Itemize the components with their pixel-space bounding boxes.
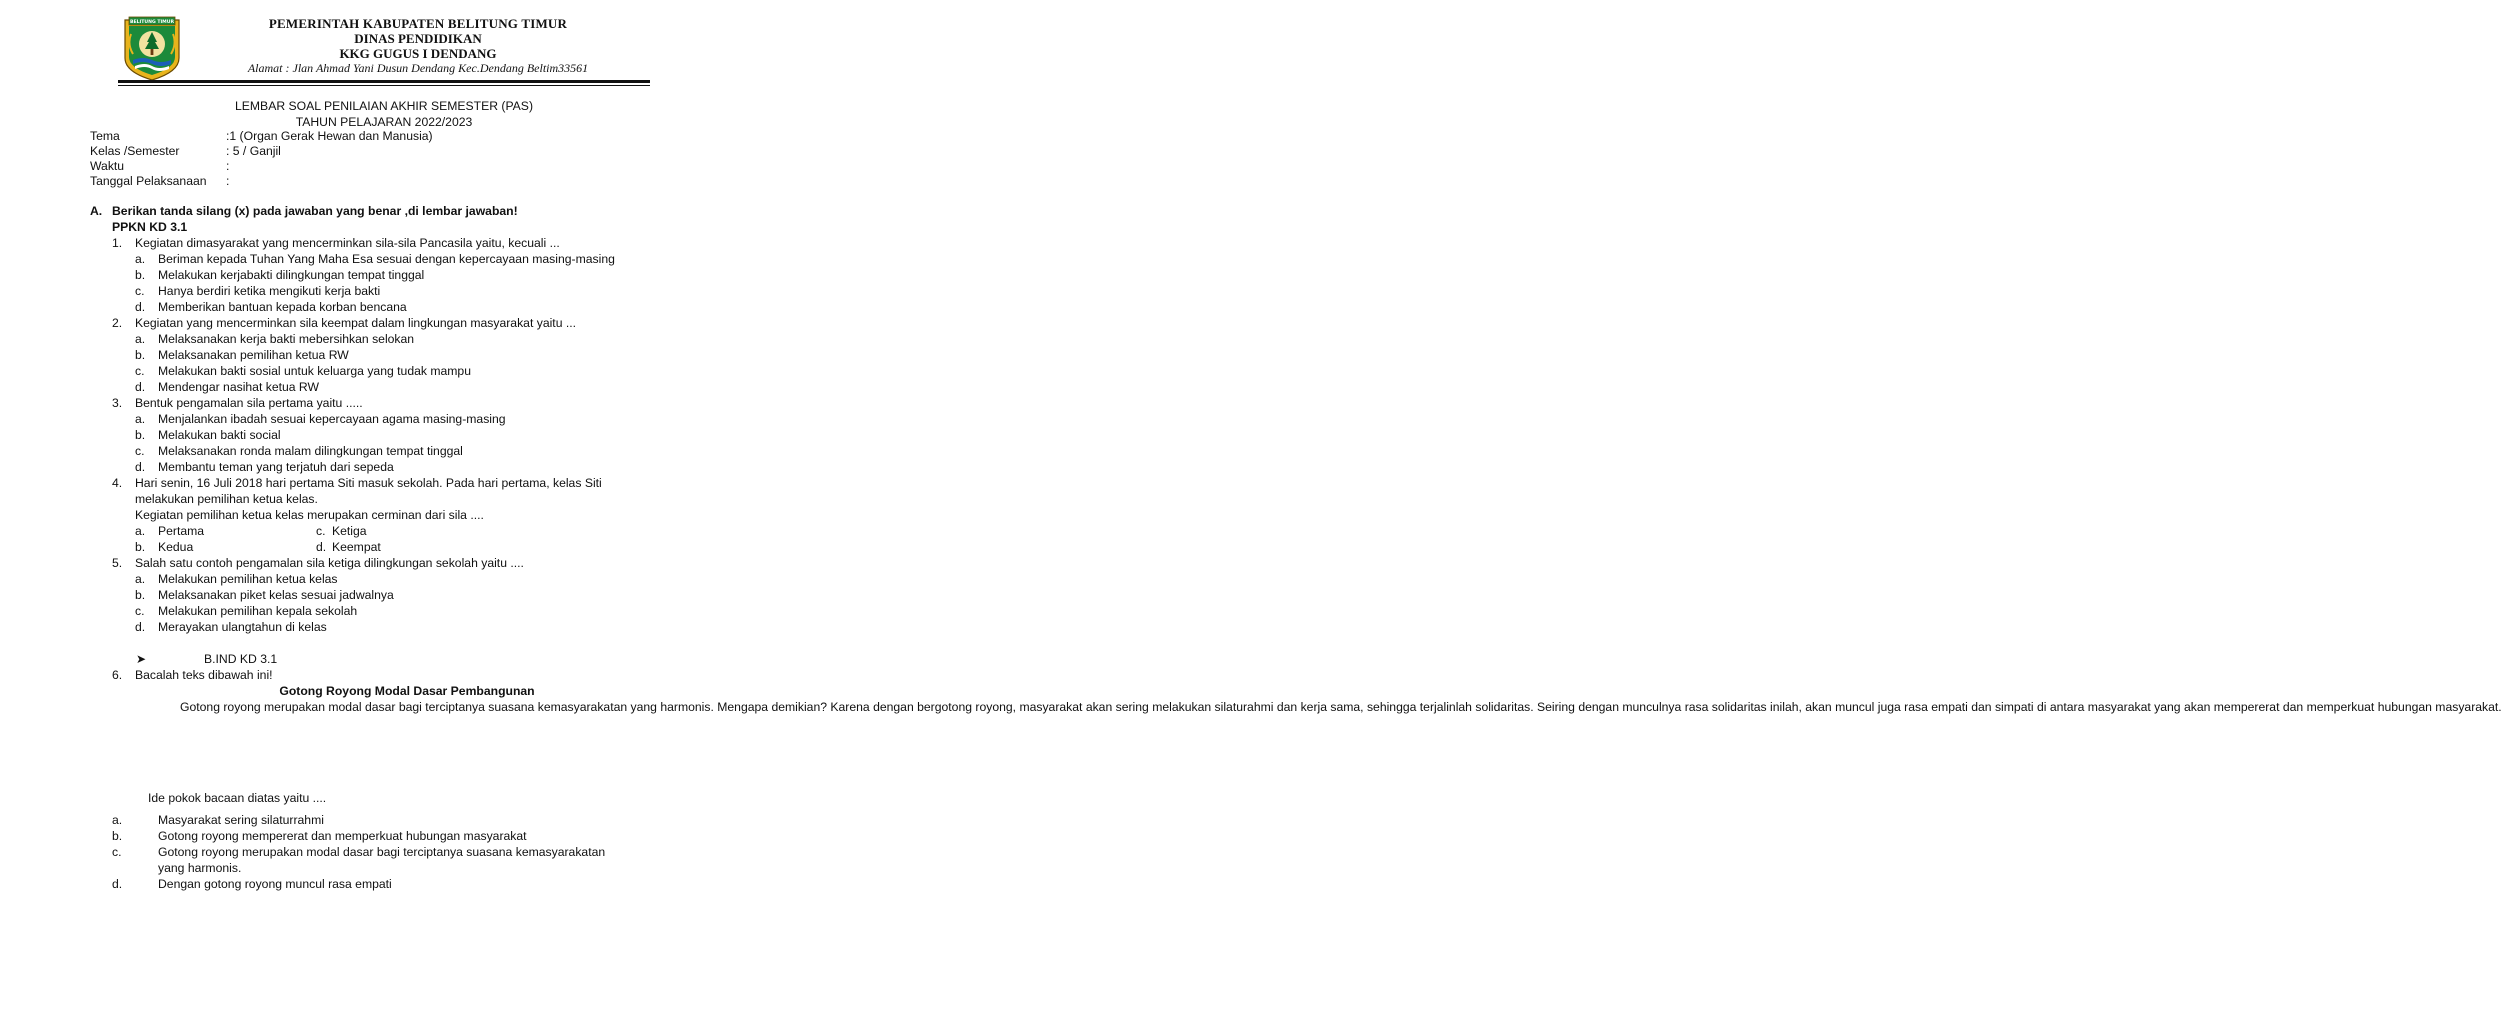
option-row bbox=[0, 523, 768, 539]
instruction-text: Berikan tanda silang (x) pada jawaban yang benar ,di lembar jawaban! bbox=[112, 204, 518, 218]
option-letter: d. bbox=[135, 300, 146, 314]
logo-text: BELITUNG TIMUR bbox=[129, 20, 175, 26]
option-b[interactable] bbox=[0, 427, 768, 443]
question-text: Hari senin, 16 Juli 2018 hari pertama Siti masuk sekolah. Pada hari pertama, kelas Siti bbox=[135, 476, 602, 490]
subject-heading bbox=[0, 651, 768, 667]
question-number: 6. bbox=[112, 668, 123, 682]
address: Alamat : Jlan Ahmad Yani Dusun Dendang Kec.Dendang Beltim33561 bbox=[247, 61, 589, 75]
question-number: 5. bbox=[112, 556, 123, 570]
government-name: PEMERINTAH KABUPATEN BELITUNG TIMUR bbox=[268, 16, 568, 31]
question-text: Bacalah teks dibawah ini! bbox=[135, 668, 273, 682]
passage-title: Gotong Royong Modal Dasar Pembangunan bbox=[279, 684, 535, 698]
option-text: Melakukan pemilihan ketua kelas bbox=[158, 572, 338, 586]
question-number: 1. bbox=[112, 236, 123, 250]
option-letter: a. bbox=[135, 412, 146, 426]
letterhead bbox=[190, 16, 646, 76]
option-d[interactable] bbox=[0, 459, 768, 475]
identity-value: : bbox=[226, 159, 230, 173]
option-text: Melakukan bakti social bbox=[158, 428, 281, 442]
exam-title-line1: LEMBAR SOAL PENILAIAN AKHIR SEMESTER (PAS) bbox=[235, 99, 533, 113]
option-letter: b. bbox=[135, 348, 146, 362]
option-b[interactable] bbox=[0, 587, 768, 603]
option-text: Melakukan pemilihan kepala sekolah bbox=[158, 604, 358, 618]
question bbox=[0, 475, 768, 491]
option-letter: c. bbox=[316, 524, 326, 538]
option-text: Melakukan kerjabakti dilingkungan tempat tinggal bbox=[158, 268, 425, 282]
question-number: 4. bbox=[112, 476, 123, 490]
identity-value: : 5 / Ganjil bbox=[226, 144, 281, 158]
option-a[interactable] bbox=[0, 571, 768, 587]
option-letter: b. bbox=[112, 829, 123, 843]
option-text: Gotong royong merupakan modal dasar bagi terciptanya suasana kemasyarakatan bbox=[158, 845, 606, 859]
option-letter: c. bbox=[135, 284, 145, 298]
option-row bbox=[0, 539, 768, 555]
question bbox=[0, 395, 768, 411]
option-b[interactable] bbox=[0, 267, 768, 283]
exam-title-line2: TAHUN PELAJARAN 2022/2023 bbox=[295, 115, 473, 129]
identity-row bbox=[90, 159, 433, 174]
identity-value: : bbox=[226, 174, 230, 188]
subject-text: PPKN KD 3.1 bbox=[112, 220, 188, 234]
option-c[interactable] bbox=[0, 603, 768, 619]
exam-content bbox=[0, 203, 2502, 892]
option-text: Membantu teman yang terjatuh dari sepeda bbox=[158, 460, 394, 474]
question-prompt bbox=[0, 507, 768, 523]
letterhead-rule-thick bbox=[118, 80, 650, 83]
option-text: Memberikan bantuan kepada korban bencana bbox=[158, 300, 407, 314]
section-a-instruction bbox=[0, 203, 768, 219]
option-text: Dengan gotong royong muncul rasa empati bbox=[158, 877, 392, 891]
question-text: Salah satu contoh pengamalan sila ketiga dilingkungan sekolah yaitu .... bbox=[135, 556, 524, 570]
option-d[interactable] bbox=[0, 876, 768, 892]
option-letter: d. bbox=[112, 877, 123, 891]
section-letter: A. bbox=[90, 204, 103, 218]
question-continued bbox=[0, 491, 768, 507]
option-c[interactable]: Ketiga bbox=[332, 524, 367, 538]
option-c[interactable] bbox=[0, 443, 768, 459]
question-text: Kegiatan pemilihan ketua kelas merupakan cerminan dari sila .... bbox=[135, 508, 484, 522]
option-letter: a. bbox=[135, 572, 146, 586]
option-text: Melakukan bakti sosial untuk keluarga yang tudak mampu bbox=[158, 364, 471, 378]
option-text: Beriman kepada Tuhan Yang Maha Esa sesuai dengan kepercayaan masing-masing bbox=[158, 252, 615, 266]
option-letter: c. bbox=[135, 444, 145, 458]
identity-row bbox=[90, 144, 433, 159]
option-letter: b. bbox=[135, 588, 146, 602]
option-a[interactable]: Pertama bbox=[158, 524, 205, 538]
subject-heading bbox=[0, 219, 768, 235]
option-d[interactable] bbox=[0, 619, 768, 635]
passage-title-row bbox=[0, 683, 768, 699]
option-letter: c. bbox=[135, 364, 145, 378]
question-text: melakukan pemilihan ketua kelas. bbox=[135, 492, 318, 506]
option-letter: d. bbox=[135, 620, 146, 634]
question bbox=[0, 667, 768, 683]
exam-title bbox=[150, 98, 618, 130]
option-letter: d. bbox=[135, 460, 146, 474]
option-b[interactable] bbox=[0, 347, 768, 363]
option-text: Gotong royong mempererat dan memperkuat hubungan masyarakat bbox=[158, 829, 527, 843]
identity-table bbox=[90, 129, 433, 189]
passage-text: Gotong royong merupakan modal dasar bagi terciptanya suasana kemasyarakatan yang harmonis. Mengapa demikian? Karena dengan bergotong royong, masyarakat akan sering melakukan silaturahmi dan kerja sama, sehingga terjalinlah solidaritas. Seiring dengan munculnya rasa solidaritas inilah, akan muncul juga rasa empati dan simpati di antara masyarakat yang akan mempererat dan memperkuat hubungan masyarakat. bbox=[180, 700, 2502, 714]
option-letter: a. bbox=[135, 524, 146, 538]
option-a[interactable] bbox=[0, 331, 768, 347]
option-text: Melaksanakan ronda malam dilingkungan tempat tinggal bbox=[158, 444, 463, 458]
option-text: Melaksanakan pemilihan ketua RW bbox=[158, 348, 349, 362]
question bbox=[0, 315, 768, 331]
option-text: Mendengar nasihat ketua RW bbox=[158, 380, 320, 394]
question-text: Kegiatan yang mencerminkan sila keempat dalam lingkungan masyarakat yaitu ... bbox=[135, 316, 577, 330]
identity-key: Tema bbox=[90, 129, 120, 143]
option-b[interactable]: Kedua bbox=[158, 540, 194, 554]
option-a[interactable] bbox=[0, 251, 768, 267]
option-letter: a. bbox=[135, 332, 146, 346]
option-letter: c. bbox=[135, 604, 145, 618]
identity-value: :1 (Organ Gerak Hewan dan Manusia) bbox=[226, 129, 433, 143]
question bbox=[0, 235, 768, 251]
option-letter: a. bbox=[112, 813, 123, 827]
option-c[interactable] bbox=[0, 363, 768, 379]
cluster-name: KKG GUGUS I DENDANG bbox=[339, 46, 497, 61]
identity-key: Kelas /Semester bbox=[90, 144, 180, 158]
option-text: Hanya berdiri ketika mengikuti kerja bakti bbox=[158, 284, 381, 298]
option-d[interactable] bbox=[0, 299, 768, 315]
option-text: Melaksanakan kerja bakti mebersihkan selokan bbox=[158, 332, 415, 346]
option-c-continued bbox=[0, 860, 768, 876]
identity-row bbox=[90, 129, 433, 144]
option-d[interactable] bbox=[0, 379, 768, 395]
option-letter: a. bbox=[135, 252, 146, 266]
identity-row bbox=[90, 174, 433, 189]
letterhead-rule-thin bbox=[118, 85, 650, 86]
option-letter: c. bbox=[112, 845, 122, 859]
option-letter: b. bbox=[135, 540, 146, 554]
department-name: DINAS PENDIDIKAN bbox=[354, 31, 482, 46]
question-text: Kegiatan dimasyarakat yang mencerminkan sila-sila Pancasila yaitu, kecuali ... bbox=[135, 236, 560, 250]
option-b[interactable] bbox=[0, 828, 768, 844]
regency-logo bbox=[121, 14, 183, 82]
option-letter: b. bbox=[135, 428, 146, 442]
subject-text: B.IND KD 3.1 bbox=[204, 652, 278, 666]
spacer bbox=[0, 635, 768, 651]
question-text: Ide pokok bacaan diatas yaitu .... bbox=[148, 791, 327, 805]
arrow-bullet-icon: ➤ bbox=[136, 652, 147, 666]
option-a[interactable] bbox=[0, 411, 768, 427]
option-c[interactable] bbox=[0, 283, 768, 299]
option-letter: d. bbox=[135, 380, 146, 394]
question bbox=[0, 555, 768, 571]
question-prompt bbox=[0, 790, 768, 806]
option-d[interactable]: Keempat bbox=[332, 540, 381, 554]
question-text: Bentuk pengamalan sila pertama yaitu ..... bbox=[135, 396, 363, 410]
question-number: 3. bbox=[112, 396, 123, 410]
passage-row bbox=[0, 699, 2502, 782]
identity-key: Waktu bbox=[90, 159, 125, 173]
option-letter: b. bbox=[135, 268, 146, 282]
option-text: Melaksanakan piket kelas sesuai jadwalnya bbox=[158, 588, 394, 602]
option-text: Menjalankan ibadah sesuai kepercayaan agama masing-masing bbox=[158, 412, 506, 426]
identity-key: Tanggal Pelaksanaan bbox=[90, 174, 207, 188]
option-text: yang harmonis. bbox=[158, 861, 242, 875]
option-text: Masyarakat sering silaturrahmi bbox=[158, 813, 324, 827]
option-text: Merayakan ulangtahun di kelas bbox=[158, 620, 327, 634]
question-number: 2. bbox=[112, 316, 123, 330]
option-a[interactable] bbox=[0, 812, 768, 828]
spacer bbox=[0, 782, 768, 790]
option-letter: d. bbox=[316, 540, 327, 554]
option-c[interactable] bbox=[0, 844, 768, 860]
